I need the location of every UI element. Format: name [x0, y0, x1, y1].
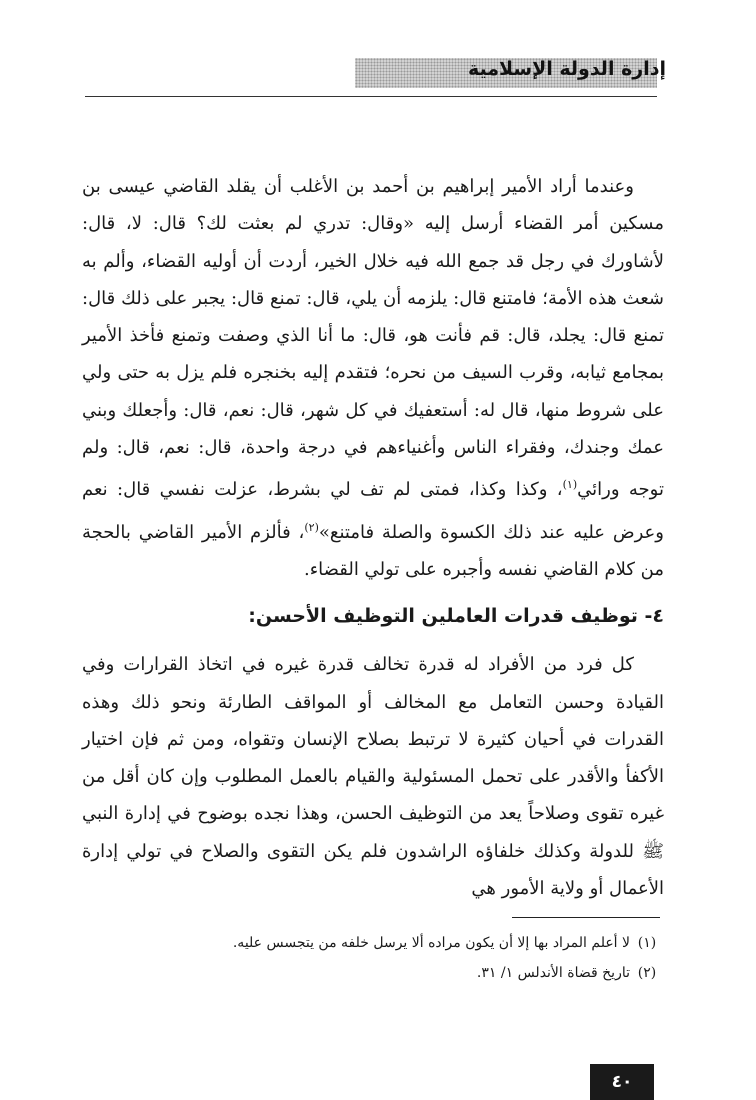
footnote-ref-1: (١) [562, 478, 578, 492]
footnote-number: (٢) [637, 965, 657, 981]
paragraph-1-continuation: ، وكذا وكذا، فمتى لم تف لي بشرط، عزلت نفسي قال: نعم وعرض عليه عند ذلك الكسوة والصلة فامتنع» [82, 479, 664, 543]
footnote-text: تاريخ قضاة الأندلس ١/ ٣١. [476, 965, 630, 981]
paragraph-1-text: وعندما أراد الأمير إبراهيم بن أحمد بن الأغلب أن يقلد القاضي عيسى بن مسكين أمر القضاء أرسل إليه «وقال: تدري لم بعثت لك؟ قال: لا، قال: لأشاورك في رجل قد جمع الله فيه خلال الخير، أردت أن أوليه القضاء، وألم به شعث هذه الأمة؛ فامتنع قال: يلزمه أن يلي، قال: تمنع قال: يجبر على ذلك قال: تمنع قال: يجلد، قال: قم فأنت هو، قال: ما أنا الذي وصفت وتمنع فأخذ الأمير بمجامع ثيابه، وقرب السيف من نحره؛ فتقدم إليه بخنجره فلم يزل به حتى ولي على شروط منها، قال له: أستعفيك في كل شهر، قال: نعم، قال: وأجعلك وبني عمك وجندك، وفقراء الناس وأغنياءهم في درجة واحدة، قال: نعم، قال: ولم توجه ورائي [82, 176, 664, 501]
section-heading: ٤- توظيف قدرات العاملين التوظيف الأحسن: [248, 605, 664, 628]
footnote-number: (١) [637, 935, 657, 951]
main-text [82, 168, 664, 907]
footnote-item [82, 928, 664, 958]
page-number: ٤٠ [590, 1064, 654, 1100]
paragraph-1-end: ، فألزم الأمير القاضي بالحجة من كلام القاضي نفسه وأجبره على تولي القضاء. [82, 521, 664, 580]
footnote-ref-2: (٢) [304, 520, 319, 534]
footnote-item [82, 958, 664, 988]
paragraph-2: كل فرد من الأفراد له قدرة تخالف قدرة غيره في اتخاذ القرارات وفي القيادة وحسن التعامل مع المخالف أو المواقف الطارئة ونحو ذلك وهذه القدرات في أحيان كثيرة لا ترتبط بصلاح الإنسان وتقواه، ومن ثم فإن اختيار الأكفأ والأقدر على تحمل المسئولية والقيام بالعمل المطلوب وإن كان أقل من غيره تقوى وصلاحاً يعد من التوظيف الحسن، وهذا نجده بوضوح في إدارة النبي ﷺ للدولة وكذلك خلفاؤه الراشدون فلم يكن التقوى والصلاح في تولي إدارة الأعمال أو ولاية الأمور هي [82, 654, 664, 900]
footnote-divider [512, 917, 660, 918]
paragraph-1 [82, 168, 664, 588]
footnotes [82, 928, 664, 988]
footnote-text: لا أعلم المراد بها إلا أن يكون مراده ألا يرسل خلفه من يتجسس عليه. [232, 935, 630, 951]
header-divider [85, 96, 657, 97]
running-header-title: إدارة الدولة الإسلامية [467, 58, 666, 80]
